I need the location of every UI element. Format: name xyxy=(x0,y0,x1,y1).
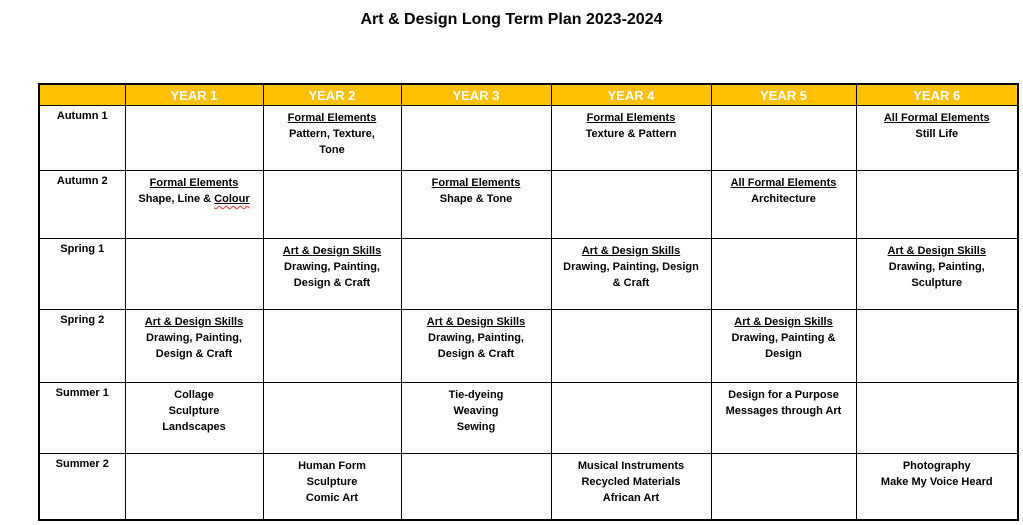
cell-text-segment xyxy=(214,193,249,205)
table-row xyxy=(39,310,1018,383)
cell-line: African Art xyxy=(602,492,660,504)
plan-cell xyxy=(125,310,263,383)
plan-cell xyxy=(856,171,1018,239)
table-header xyxy=(39,84,1018,106)
header-year-5: YEAR 5 xyxy=(711,84,856,106)
cell-line: Sculpture xyxy=(306,476,358,488)
row-label-spring-2: Spring 2 xyxy=(39,310,125,383)
row-label-autumn-2: Autumn 2 xyxy=(39,171,125,239)
cell-line: Sculpture xyxy=(168,405,220,417)
cell-line: & Craft xyxy=(612,277,650,289)
cell-line: Photography xyxy=(902,460,971,472)
cell-line: Still Life xyxy=(915,128,959,140)
cell-line: Texture & Pattern xyxy=(585,128,677,140)
plan-cell xyxy=(551,454,711,520)
cell-heading: Art & Design Skills xyxy=(887,245,986,257)
row-label-spring-1: Spring 1 xyxy=(39,239,125,310)
plan-cell xyxy=(401,106,551,171)
plan-cell xyxy=(856,310,1018,383)
plan-cell xyxy=(551,239,711,310)
row-label-summer-2: Summer 2 xyxy=(39,454,125,520)
plan-cell xyxy=(401,383,551,454)
cell-heading: Art & Design Skills xyxy=(282,245,382,257)
cell-line: Design & Craft xyxy=(293,277,371,289)
plan-cell xyxy=(551,106,711,171)
cell-line: Drawing, Painting, xyxy=(888,261,985,273)
cell-line: Landscapes xyxy=(162,421,226,433)
cell-line: Design for a Purpose xyxy=(728,389,839,401)
plan-cell xyxy=(711,383,856,454)
cell-heading: Formal Elements xyxy=(586,112,676,124)
cell-line: Drawing, Painting, Design xyxy=(563,261,699,273)
plan-cell xyxy=(551,171,711,239)
table-row xyxy=(39,171,1018,239)
plan-cell xyxy=(401,454,551,520)
cell-line: Drawing, Painting, xyxy=(428,332,524,344)
header-year-3: YEAR 3 xyxy=(401,84,551,106)
cell-line: Human Form xyxy=(298,460,366,472)
plan-cell xyxy=(551,383,711,454)
plan-cell xyxy=(711,454,856,520)
plan-cell xyxy=(125,383,263,454)
plan-cell xyxy=(856,383,1018,454)
plan-cell xyxy=(263,310,401,383)
header-year-1: YEAR 1 xyxy=(125,84,263,106)
cell-line: Make My Voice Heard xyxy=(880,476,993,488)
plan-cell xyxy=(551,310,711,383)
cell-line: Messages through Art xyxy=(725,405,842,417)
plan-cell xyxy=(401,171,551,239)
cell-heading: Art & Design Skills xyxy=(144,316,244,328)
plan-cell xyxy=(125,106,263,171)
cell-text-segment: Shape, Line & xyxy=(138,193,215,205)
plan-cell xyxy=(401,310,551,383)
header-year-6: YEAR 6 xyxy=(856,84,1018,106)
cell-line: Musical Instruments xyxy=(577,460,685,472)
cell-heading: Art & Design Skills xyxy=(426,316,526,328)
plan-cell xyxy=(263,239,401,310)
table-row xyxy=(39,106,1018,171)
plan-cell xyxy=(125,171,263,239)
plan-cell xyxy=(711,310,856,383)
spellcheck-underline: Colour xyxy=(214,193,250,205)
cell-heading: Formal Elements xyxy=(149,177,239,189)
cell-line: Recycled Materials xyxy=(581,476,681,488)
header-corner-cell xyxy=(39,84,125,106)
cell-line: Tone xyxy=(319,144,345,156)
cell-line: Design xyxy=(765,348,802,360)
plan-cell xyxy=(711,171,856,239)
cell-line: Tie-dyeing xyxy=(448,389,504,401)
cell-line: Design & Craft xyxy=(155,348,233,360)
header-year-2: YEAR 2 xyxy=(263,84,401,106)
cell-heading: All Formal Elements xyxy=(730,177,837,189)
cell-line: Design & Craft xyxy=(437,348,515,360)
plan-cell xyxy=(856,454,1018,520)
plan-cell xyxy=(263,383,401,454)
cell-line xyxy=(129,191,260,207)
cell-line: Drawing, Painting, xyxy=(284,261,380,273)
plan-cell xyxy=(856,106,1018,171)
plan-cell xyxy=(711,106,856,171)
plan-cell xyxy=(263,454,401,520)
plan-cell xyxy=(125,239,263,310)
cell-heading: Art & Design Skills xyxy=(734,316,833,328)
table-row xyxy=(39,454,1018,520)
header-year-4: YEAR 4 xyxy=(551,84,711,106)
cell-line: Drawing, Painting & xyxy=(731,332,836,344)
plan-cell xyxy=(856,239,1018,310)
row-label-autumn-1: Autumn 1 xyxy=(39,106,125,171)
cell-heading: Art & Design Skills xyxy=(581,245,681,257)
cell-line: Weaving xyxy=(453,405,499,417)
cell-line: Drawing, Painting, xyxy=(146,332,242,344)
plan-table xyxy=(38,83,1019,521)
table-row xyxy=(39,239,1018,310)
plan-cell xyxy=(263,171,401,239)
cell-line: Sewing xyxy=(456,421,496,433)
plan-cell xyxy=(263,106,401,171)
plan-cell xyxy=(125,454,263,520)
cell-line: Shape & Tone xyxy=(439,193,513,205)
document-title: Art & Design Long Term Plan 2023-2024 xyxy=(360,11,663,28)
cell-line: Comic Art xyxy=(305,492,359,504)
cell-line: Collage xyxy=(174,389,214,401)
plan-cell xyxy=(401,239,551,310)
cell-heading: Formal Elements xyxy=(287,112,377,124)
plan-cell xyxy=(711,239,856,310)
cell-line: Architecture xyxy=(751,193,816,205)
plan-table-body xyxy=(39,106,1018,520)
row-label-summer-1: Summer 1 xyxy=(39,383,125,454)
cell-line: Sculpture xyxy=(911,277,963,289)
cell-heading: Formal Elements xyxy=(431,177,521,189)
table-row xyxy=(39,383,1018,454)
header-row xyxy=(39,84,1018,106)
cell-heading: All Formal Elements xyxy=(883,112,990,124)
cell-line: Pattern, Texture, xyxy=(289,128,375,140)
